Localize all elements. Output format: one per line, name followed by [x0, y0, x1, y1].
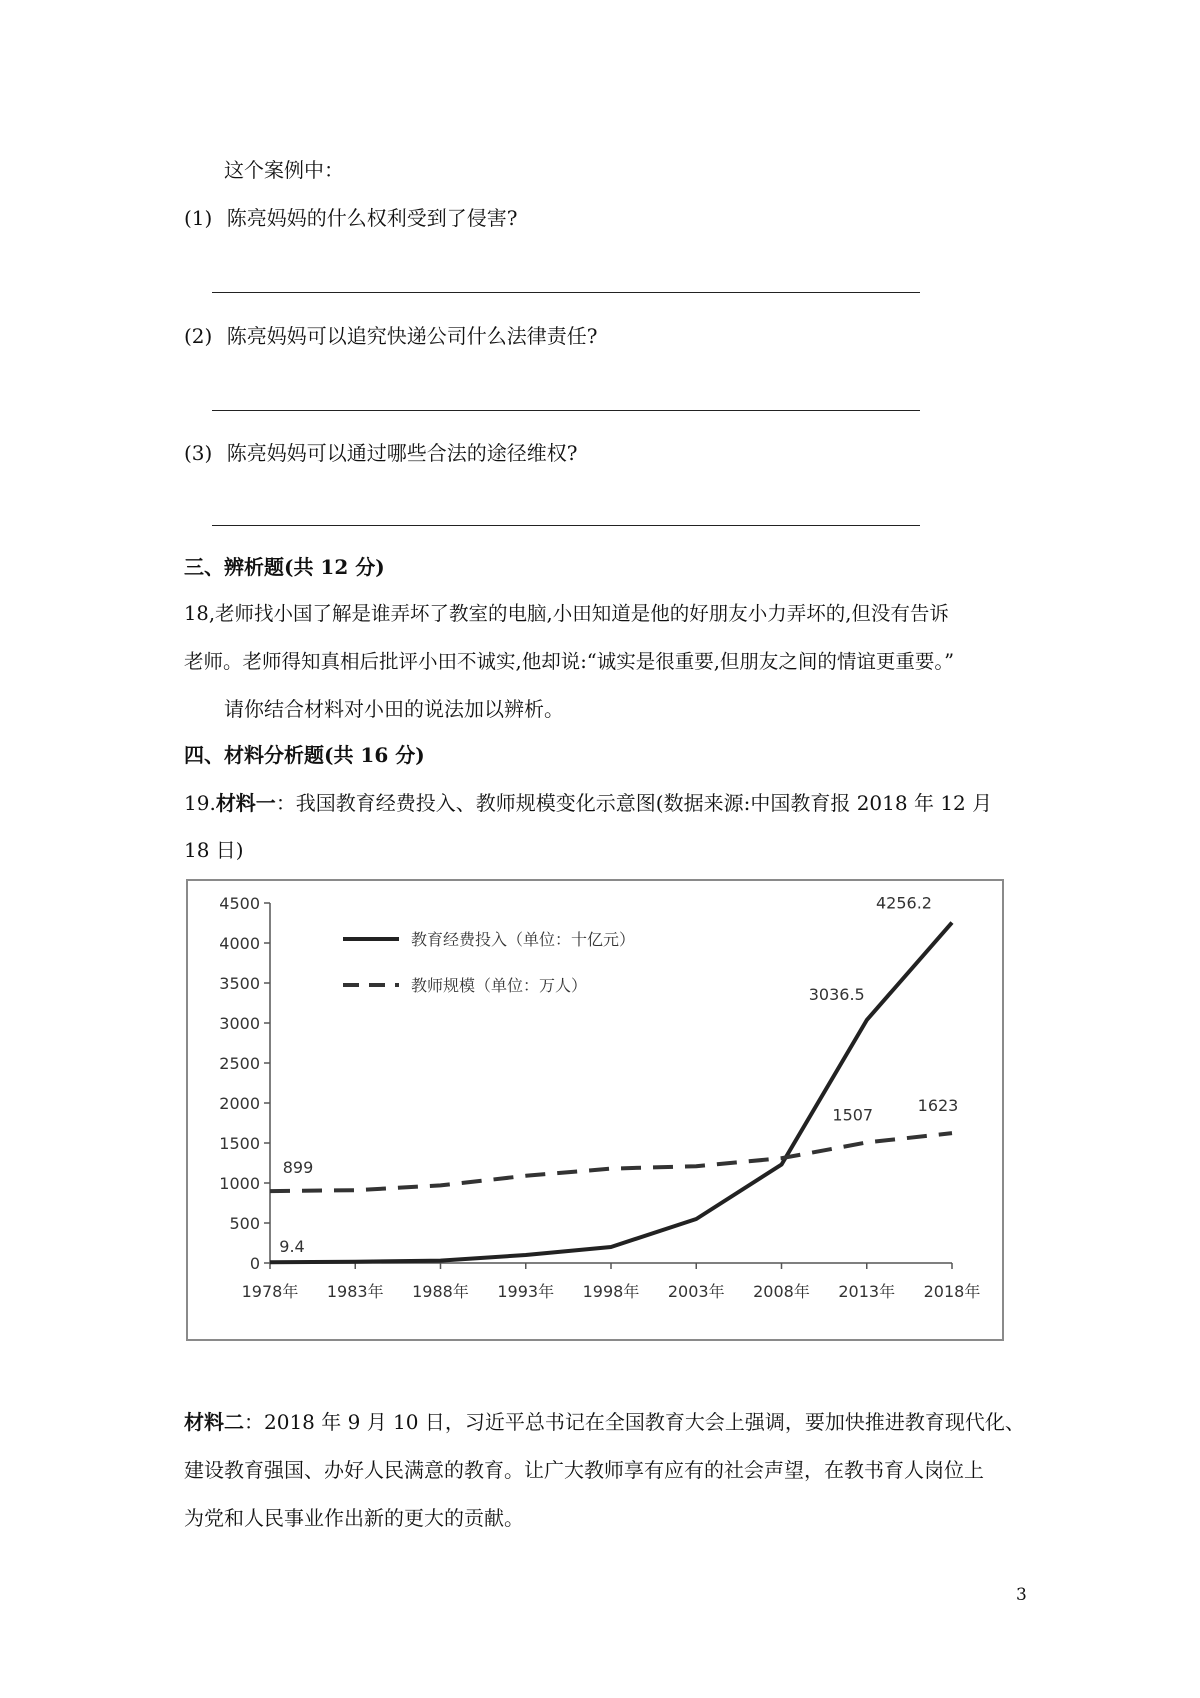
question-number: (1): [184, 206, 213, 230]
question-2: [184, 326, 597, 346]
x-tick-label: 2018年: [923, 1282, 981, 1301]
page-number: 3: [1016, 1585, 1027, 1605]
x-tick-label: 1978年: [241, 1282, 299, 1301]
y-tick-label: 4000: [219, 934, 260, 953]
data-label: 3036.5: [808, 985, 865, 1005]
y-tick-label: 2500: [219, 1054, 260, 1073]
y-tick-label: 1500: [219, 1134, 260, 1153]
x-tick-label: 2013年: [838, 1282, 896, 1301]
section3-heading: 三、辨析题(共 12 分): [184, 555, 385, 579]
q19-number: 19.: [184, 791, 216, 815]
material1-line2: 18 日): [184, 838, 244, 862]
x-tick-label: 1983年: [326, 1282, 384, 1301]
chart-svg: [188, 881, 1002, 1339]
material2-line2: 建设教育强国、办好人民满意的教育。让广大教师享有应有的社会声望，在教书育人岗位上: [184, 1458, 984, 1482]
question-number: (3): [184, 441, 213, 465]
material2-line1: [184, 1412, 1025, 1432]
data-label: 1623: [917, 1096, 959, 1116]
y-tick-label: 4500: [219, 894, 260, 913]
material1-label: 材料一: [215, 791, 276, 815]
answer-line-2[interactable]: [212, 410, 920, 411]
series-line-teachers: [270, 1133, 952, 1191]
material2-line3: 为党和人民事业作出新的更大的贡献。: [184, 1506, 524, 1530]
q18-prompt: 请你结合材料对小田的说法加以辨析。: [224, 697, 564, 721]
x-tick-label: 2008年: [753, 1282, 810, 1301]
y-tick-label: 500: [229, 1214, 260, 1233]
material2-text: ：2018 年 9 月 10 日，习近平总书记在全国教育大会上强调，要加快推进教育现代化、: [244, 1410, 1025, 1434]
data-label: 1507: [832, 1105, 874, 1125]
x-tick-label: 1993年: [497, 1282, 555, 1301]
data-label: 899: [282, 1158, 314, 1178]
section4-heading: 四、材料分析题(共 16 分): [184, 743, 425, 767]
material1-text: ：我国教育经费投入、教师规模变化示意图(数据来源:中国教育报 2018 年 12 月: [275, 791, 993, 815]
x-tick-label: 2003年: [667, 1282, 725, 1301]
legend-label-teachers: 教师规模（单位：万人）: [411, 976, 588, 995]
data-label: 4256.2: [876, 893, 932, 913]
question-3: [184, 443, 577, 463]
data-label: 9.4: [279, 1237, 305, 1257]
legend-label-expenditure: 教育经费投入（单位：十亿元）: [411, 930, 636, 949]
question-text: 陈亮妈妈的什么权利受到了侵害?: [226, 206, 518, 230]
question-text: 陈亮妈妈可以通过哪些合法的途径维权?: [226, 441, 578, 465]
series-line-expenditure: [270, 923, 952, 1263]
question-text: 陈亮妈妈可以追究快递公司什么法律责任?: [226, 324, 598, 348]
y-tick-label: 2000: [219, 1094, 260, 1113]
x-tick-label: 1998年: [582, 1282, 640, 1301]
question-number: (2): [184, 324, 213, 348]
x-tick-label: 1988年: [412, 1282, 469, 1301]
y-tick-label: 3000: [219, 1014, 260, 1033]
q19-material1-line1: [184, 793, 992, 813]
y-tick-label: 3500: [219, 974, 260, 993]
q18-line1: 18,老师找小国了解是谁弄坏了教室的电脑,小田知道是他的好朋友小力弄坏的,但没有告诉: [184, 602, 949, 625]
case-intro: 这个案例中：: [224, 158, 344, 182]
answer-line-1[interactable]: [212, 292, 920, 293]
y-tick-label: 0: [249, 1254, 260, 1273]
question-1: [184, 208, 517, 228]
education-chart: [186, 879, 1004, 1341]
material2-label: 材料二: [184, 1410, 244, 1434]
q18-line2: 老师。老师得知真相后批评小田不诚实,他却说:“诚实是很重要,但朋友之间的情谊更重要。”: [184, 650, 955, 673]
y-tick-label: 1000: [219, 1174, 260, 1193]
answer-line-3[interactable]: [212, 525, 920, 526]
